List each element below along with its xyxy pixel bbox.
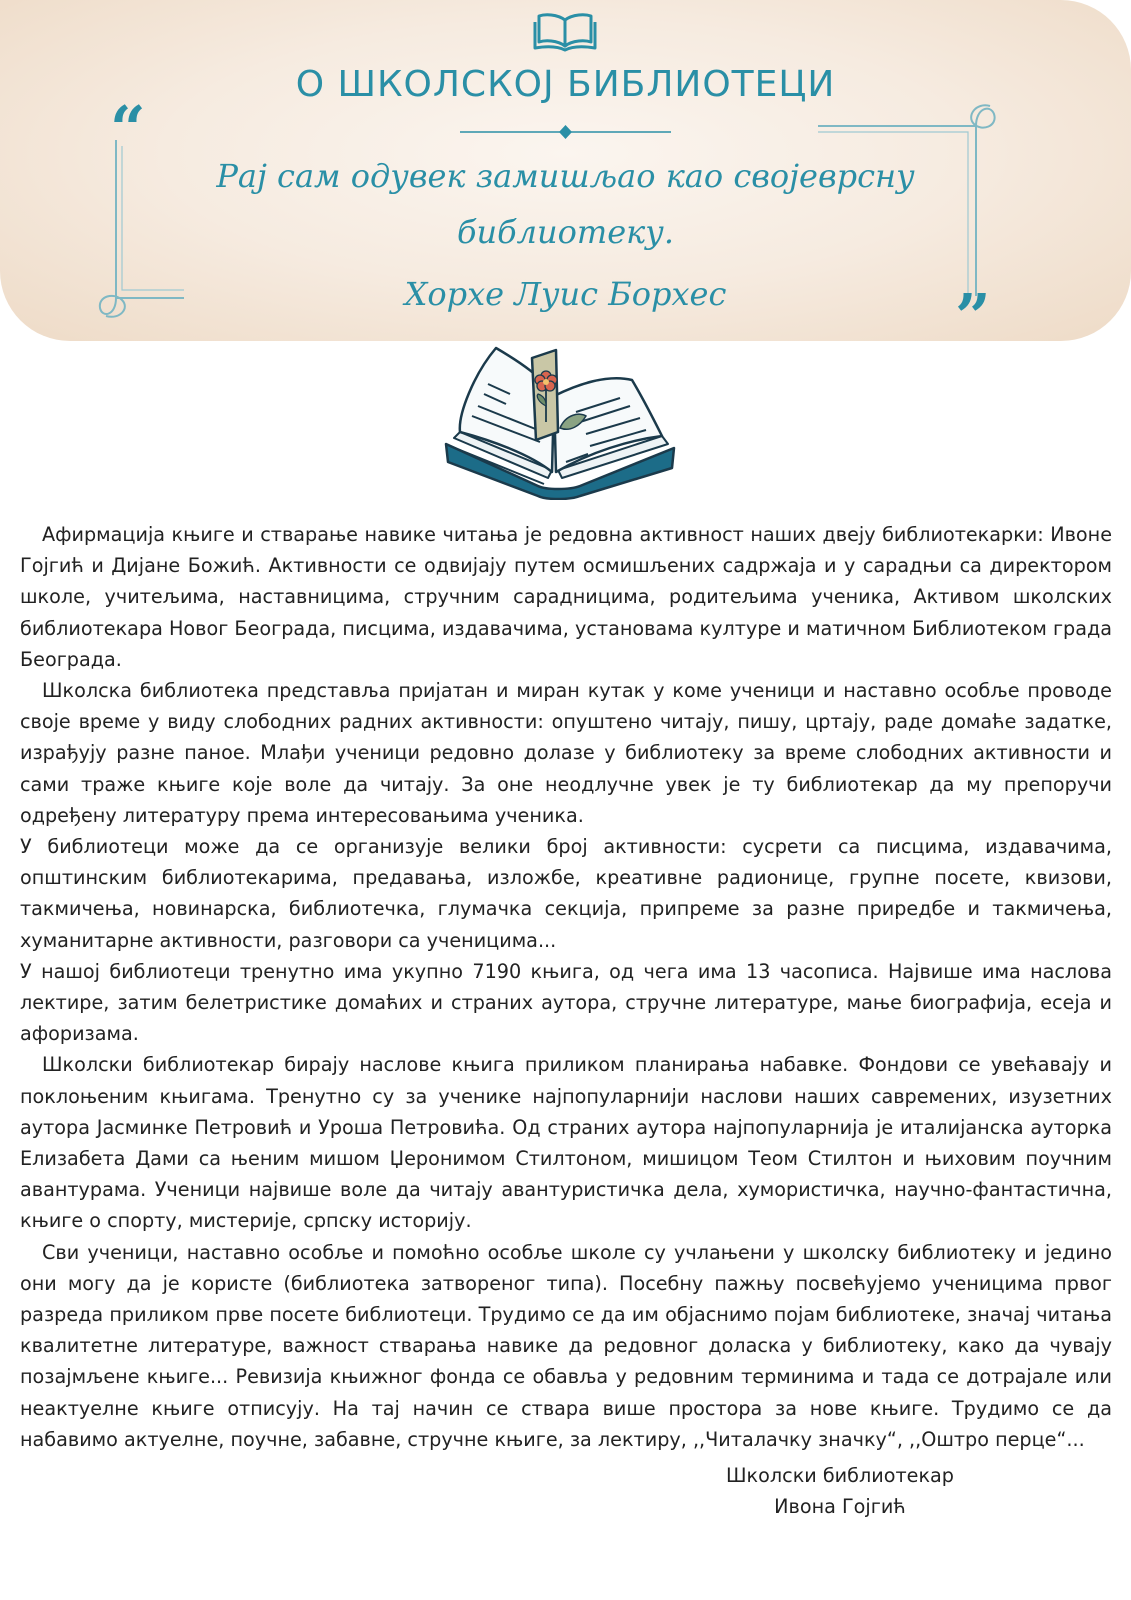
paragraph-2: Школска библиотека представља пријатан и миран кутак у коме ученици и наставно особље проводе своје време у виду слободних радних активности: опуштено читају, пишу, цртају, раде домаће задатке, израђују разне паное. Млађи ученици редовно долазе у библиотеку за време слободних активности и сами траже књиге које воле да читају. За оне неодлучне увек је ту библиотекар да му препоручи одређену литературу према интересовањима ученика. [20, 679, 1112, 827]
signature-name: Ивона Гојгић [774, 1495, 906, 1518]
paragraph-1: Афирмација књиге и стварање навике читања је редовна активност наших двеју библиотекарки: Ивоне Гојгић и Дијане Божић. Активности се одвијају путем осмишљених садржаја и у сарадњи са директором школе, учитељима, наставницима, стручним сарадницима, родитељима ученика, Активом школских библиотекара Новог Београда, писцима, издавачима, установама културе и матичном Библиотеком града Београда. [20, 523, 1112, 671]
signature-role: Школски библиотекар [726, 1464, 954, 1487]
quote-author: Хорхе Луис Борхес [404, 275, 727, 313]
open-quote-mark: “ [110, 92, 146, 165]
open-book-illustration [440, 344, 680, 500]
close-quote-mark: ” [955, 280, 991, 353]
title-divider [460, 124, 671, 140]
quote-line-2: библиотеку. [456, 213, 675, 251]
book-icon [533, 8, 597, 52]
flower-bookmark [532, 350, 558, 440]
paragraph-5: Школски библиотекар бирају наслове књига приликом планирања набавке. Фондови се увећавају и поклоњеним књигама. Тренутно су за ученике најпопуларнији наслови наших савремених, изузетних аутора Јасминке Петровић и Уроша Петровића. Од страних аутора најпопуларнија је италијанска ауторка Елизабета Дами са њеним мишом Џеронимом Стилтоном, мишицом Теом Стилтон и њиховим поучним авантурама. Ученици највише воле да читају авантуристичка дела, хумористичка, научно-фантастична, књиге о спорту, мистерије, српску историју. [20, 1053, 1112, 1233]
quote-line-1: Рај сам одувек замишљао као својеврсну [216, 157, 915, 195]
paragraph-6: Сви ученици, наставно особље и помоћно особље школе су учлањени у школску библиотеку и једино они могу да је користе (библиотека затвореног типа). Посебну пажњу посвећујемо ученицима првог разреда приликом прве посете библиотеци. Трудимо се да им објаснимо појам библиотеке, значај читања квалитетне литературе, важност стварања навике да редовног доласка у библиотеку, како да чувају позајмљене књиге... Ревизија књижног фонда се обавља у редовним терминима и тада се дотрајале или неактуелне књиге отписују. На тај начин се ствара више простора за нове књиге. Трудимо се да набавимо актуелне, поучне, забавне, стручне књиге, за лектиру, ,,Читалачку значку“, ,,Оштро перце“... [20, 1240, 1112, 1451]
paragraph-4: У нашој библиотеци тренутно има укупно 7190 књига, од чега има 13 часописа. Највише има наслова лектире, затим белетристике домаћих и страних аутора, стручне литературе, мање биографија, есеја и афоризама. [20, 959, 1112, 1046]
paragraph-3: У библиотеци може да се организује велики број активности: сусрети са писцима, издавачима, општинским библиотекарима, предавања, изложбе, креативне радионице, групне посете, квизови, такмичења, новинарска, библиотечка, глумачка секција, припреме за разне приредбе и такмичења, хуманитарне активности, разговори са ученицима... [20, 835, 1112, 952]
page-title: О ШКОЛСКОЈ БИБЛИОТЕЦИ [295, 64, 836, 105]
article-body [20, 519, 1112, 1455]
